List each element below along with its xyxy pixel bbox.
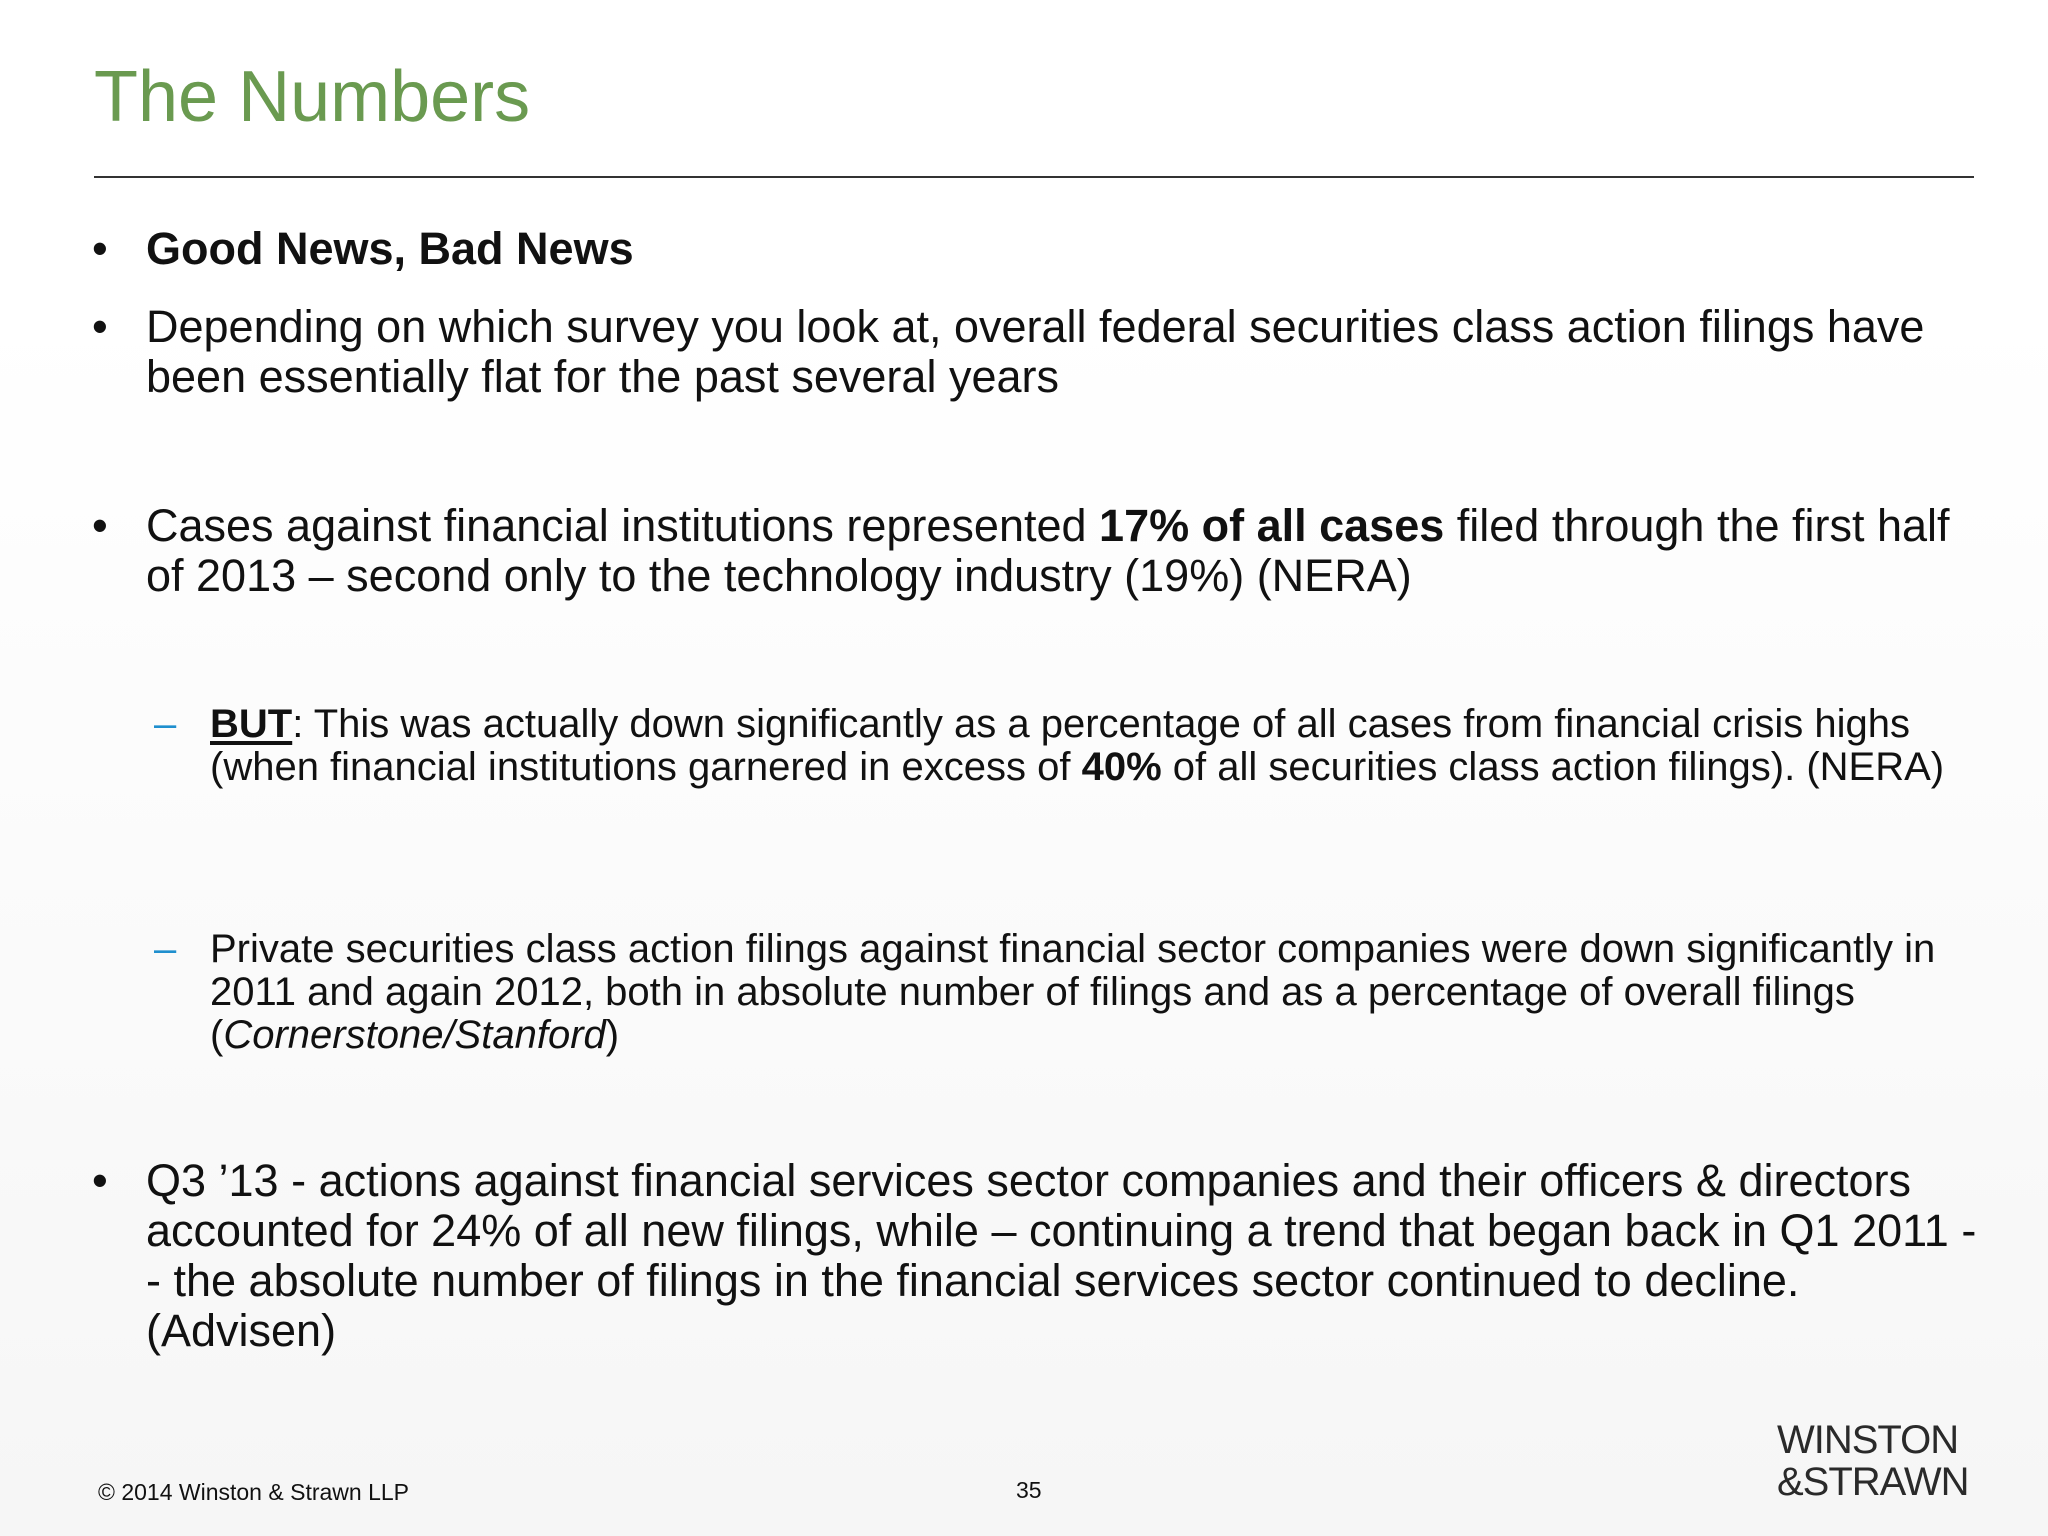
bullet-text <box>146 224 1982 274</box>
source-citation: Cornerstone/Stanford <box>223 1013 606 1057</box>
emphasis-percentage: 40% <box>1081 745 1162 789</box>
title-divider <box>94 176 1974 178</box>
but-label <box>210 702 292 746</box>
page-title: The Numbers <box>94 57 531 137</box>
text-segment: ) <box>605 1013 620 1057</box>
subbullet-text <box>210 703 1984 789</box>
dash-mark: – <box>154 702 177 746</box>
text-segment: of all securities class action filings). (NERA) <box>1161 745 1945 789</box>
copyright-notice: © 2014 Winston & Strawn LLP <box>98 1479 409 1505</box>
text-segment: Private securities class action filings against financial sector companies were down significantly in 2011 and again 2012, both in absolute number of filings and as a percentage of overall filings ( <box>210 927 1936 1057</box>
bullet-filings-flat <box>92 302 1982 402</box>
bullet-text: Q3 ’13 - actions against financial services sector companies and their officers & directors accounted for 24% of all new filings, while – continuing a trend that began back in Q1 2011 -- the absolute number of filings in the financial services sector continued to decline. (Advisen) <box>146 1155 1977 1356</box>
subbullet-private-filings <box>154 928 1984 1057</box>
bullet-text <box>146 501 1982 601</box>
bullet-mark: • <box>92 500 108 551</box>
bullet-good-news <box>92 224 1982 274</box>
bullet-mark: • <box>92 1155 108 1206</box>
subbullet-text <box>210 928 1984 1057</box>
winston-strawn-logo <box>1777 1419 1977 1503</box>
but-label-underline: BUT <box>210 702 293 746</box>
bullet-mark: • <box>92 301 108 352</box>
text-segment: filed through the first half of 2013 – second only to the technology industry (19%) (NERA) <box>146 500 1950 601</box>
bullet-q3-advisen <box>92 1156 1982 1356</box>
text-segment: : This was actually down significantly as a percentage of all cases from financial crisis highs (when financial institutions garnered in excess of <box>210 702 1911 789</box>
dash-mark: – <box>154 927 177 971</box>
bullet-text: Depending on which survey you look at, overall federal securities class action filings have been essentially flat for the past several years <box>146 301 1925 402</box>
subbullet-but <box>154 703 1984 789</box>
text-segment: Cases against financial institutions represented <box>146 500 1100 551</box>
logo-line-1: WINSTON <box>1777 1418 1959 1462</box>
bullet-heading: Good News, Bad News <box>146 223 634 274</box>
bullet-financial-institutions <box>92 501 1982 601</box>
bullet-mark: • <box>92 223 108 274</box>
page-number: 35 <box>1016 1477 1042 1503</box>
emphasis-percentage: 17% of all cases <box>1099 500 1445 551</box>
logo-line-2: &STRAWN <box>1777 1460 1969 1504</box>
